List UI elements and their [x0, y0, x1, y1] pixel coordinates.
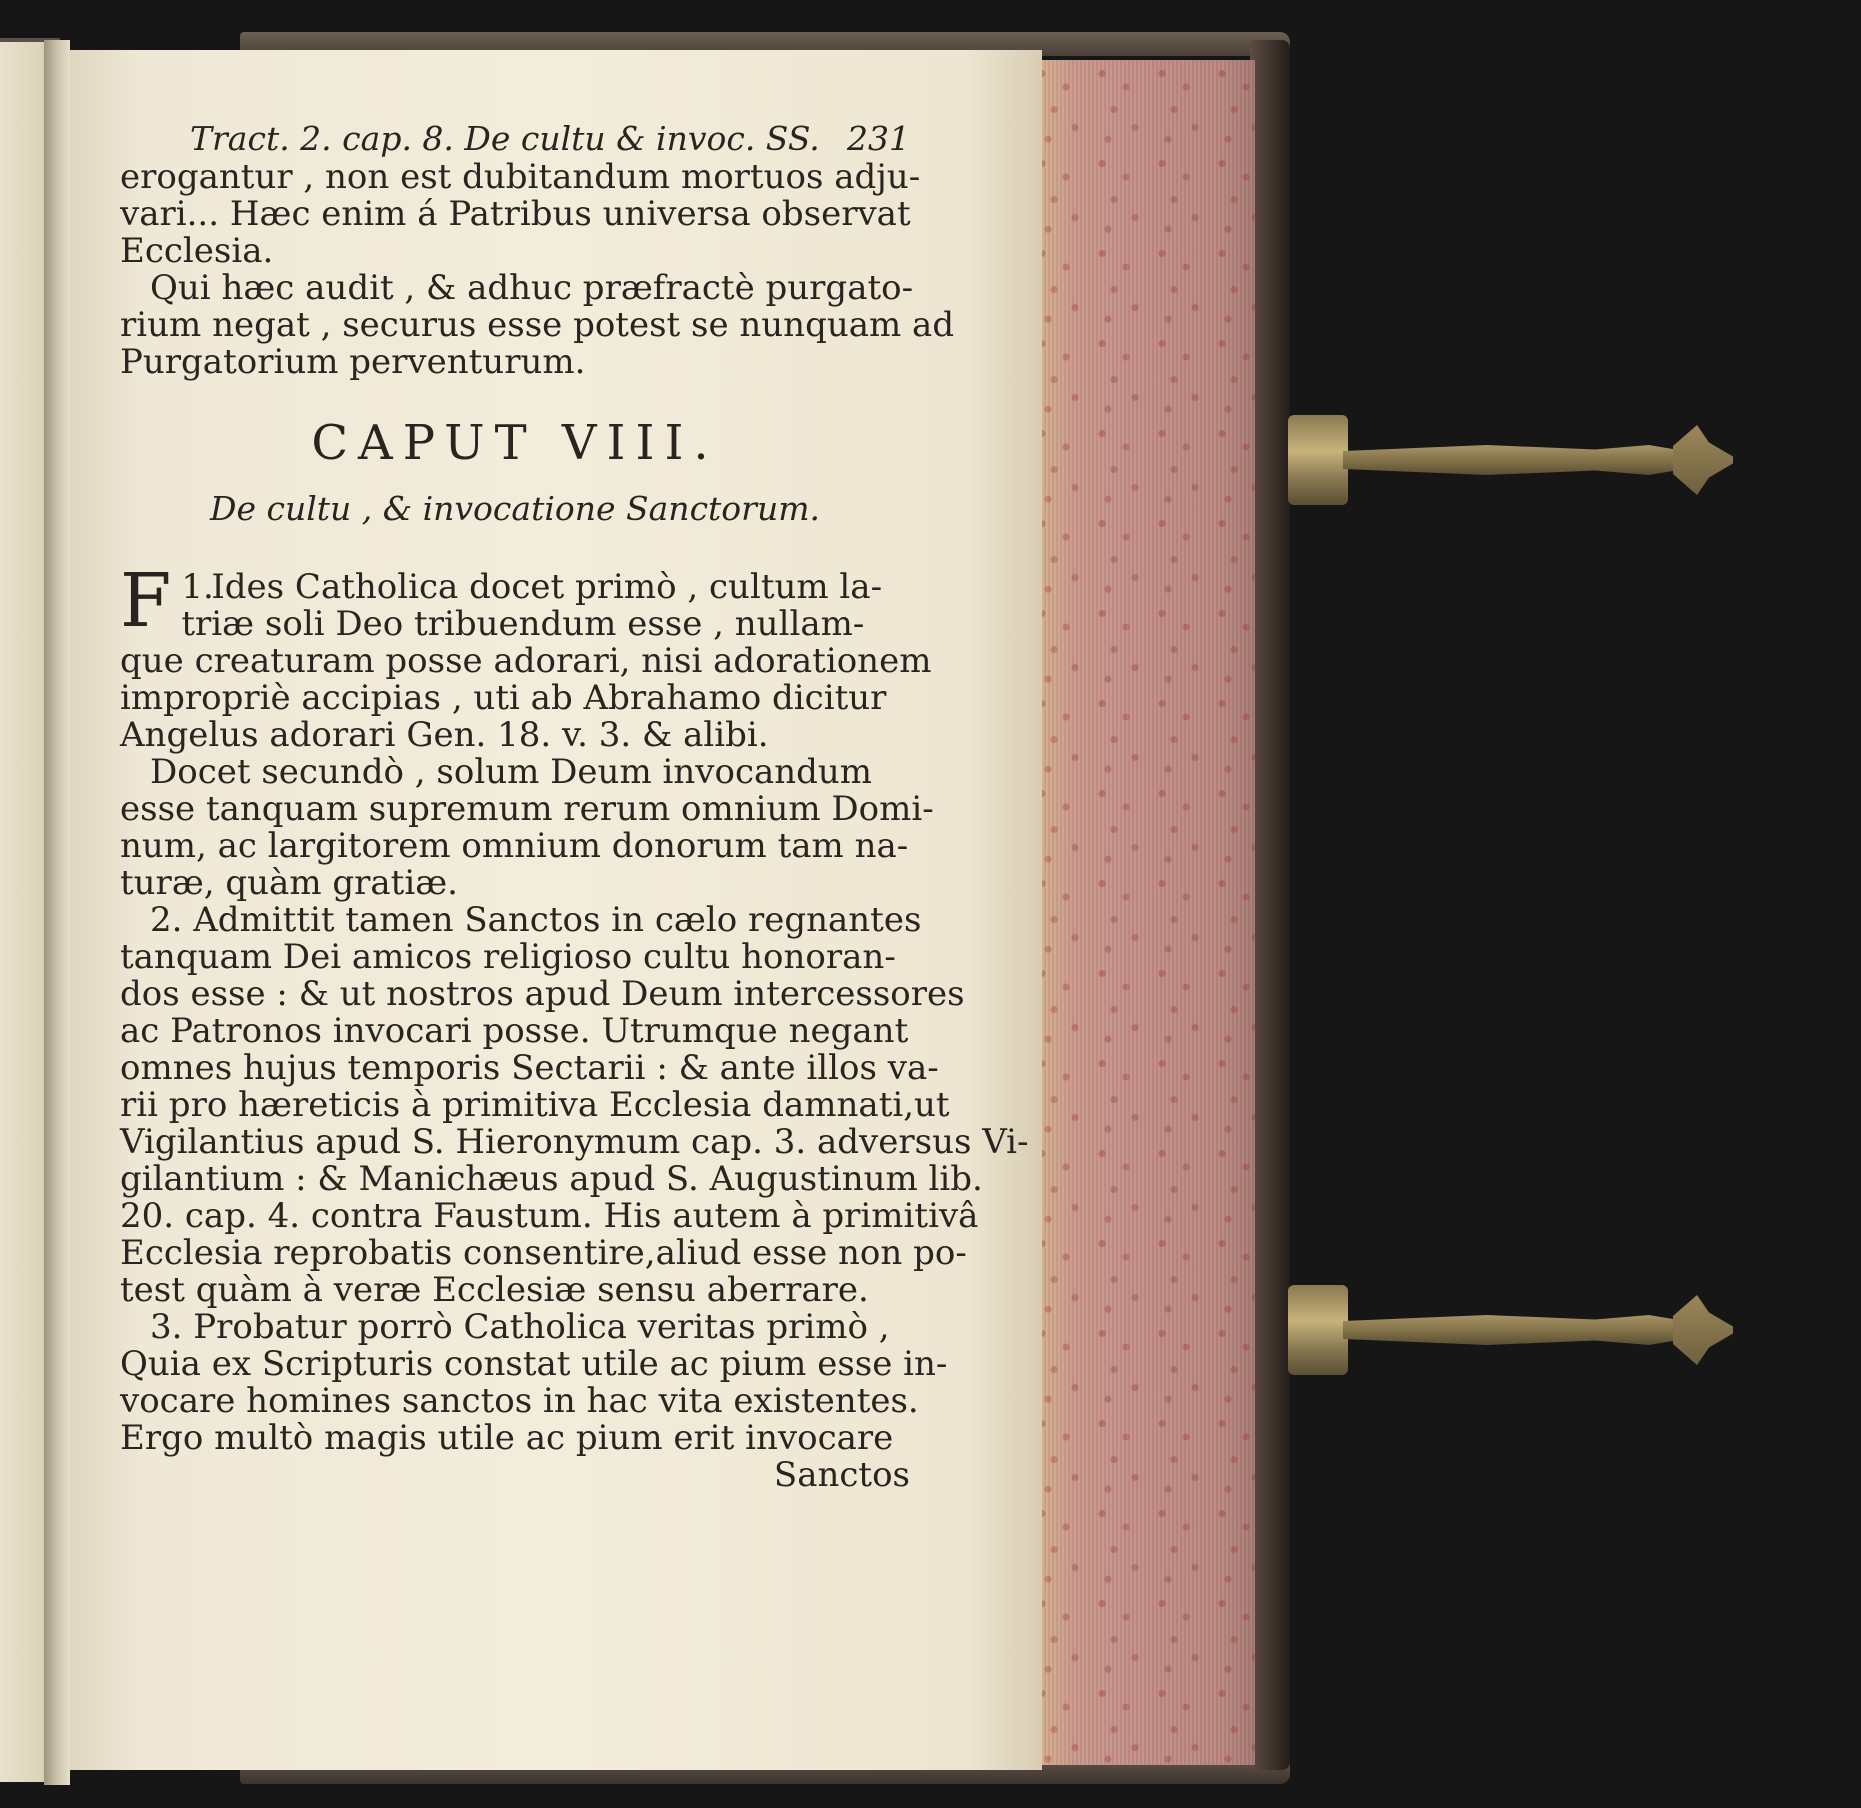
- section-3: [120, 1307, 948, 1458]
- running-head-title: Tract. 2. cap. 8. De cultu & invoc. SS.: [190, 119, 820, 158]
- paragraph-qui: [120, 268, 955, 382]
- text-line: 3. Probatur porrò Catholica veritas primò ,: [150, 1307, 890, 1347]
- upper-clasp-icon: [1288, 415, 1748, 505]
- text-line: Qui hæc audit , & adhuc præfractè purgato-: [150, 268, 914, 308]
- page-number: 231: [847, 119, 910, 158]
- text-line: rii pro hæreticis à primitiva Ecclesia damnati,ut: [120, 1085, 950, 1125]
- dropcap-line-text: Ides Catholica docet primò , cultum la-: [211, 567, 883, 607]
- text-line: Ecclesia reprobatis consentire,aliud esse non po-: [120, 1233, 967, 1273]
- text-line: esse tanquam supremum rerum omnium Domi-: [120, 789, 934, 829]
- book-gutter: [44, 40, 70, 1785]
- text-line: rium negat , securus esse potest se nunquam ad: [120, 305, 955, 345]
- paragraph-before: [120, 157, 921, 271]
- text-line: erogantur , non est dubitandum mortuos adju-: [120, 157, 921, 197]
- text-line: Angelus adorari Gen. 18. v. 3. & alibi.: [120, 715, 769, 755]
- text-line: vocare homines sanctos in hac vita existentes.: [120, 1381, 919, 1421]
- text-line: turæ, quàm gratiæ.: [120, 863, 458, 903]
- sprinkled-edge: [1030, 60, 1255, 1765]
- text-line: dos esse : & ut nostros apud Deum intercessores: [120, 974, 965, 1014]
- text-line: vari... Hæc enim á Patribus universa observat: [120, 194, 911, 234]
- text-line: ac Patronos invocari posse. Utrumque negant: [120, 1011, 909, 1051]
- text-line: Purgatorium perventurum.: [120, 342, 586, 382]
- chapter-subtitle: De cultu , & invocatione Sanctorum.: [209, 489, 820, 528]
- text-line: test quàm à veræ Ecclesiæ sensu aberrare.: [120, 1270, 869, 1310]
- lower-clasp-icon: [1288, 1285, 1748, 1375]
- text-line: Ecclesia.: [120, 231, 274, 271]
- back-cover: [1250, 40, 1290, 1770]
- text-line: triæ soli Deo tribuendum esse , nullam-: [181, 604, 865, 644]
- text-line: gilantium : & Manichæus apud S. Augustinum lib.: [120, 1159, 983, 1199]
- text-line: num, ac largitorem omnium donorum tam na-: [120, 826, 909, 866]
- text-line: tanquam Dei amicos religioso cultu honoran-: [120, 937, 896, 977]
- text-line: Vigilantius apud S. Hieronymum cap. 3. adversus Vi-: [120, 1122, 1029, 1162]
- text-line: impropriè accipias , uti ab Abrahamo dicitur: [120, 678, 887, 718]
- page-fore-edge: [1030, 60, 1255, 1765]
- text-line: Docet secundò , solum Deum invocandum: [150, 752, 873, 792]
- running-head: [190, 120, 910, 157]
- catchword: Sanctos: [773, 1455, 910, 1495]
- text-line: 2. Admittit tamen Sanctos in cælo regnantes: [150, 900, 922, 940]
- section-2: [120, 900, 1029, 1310]
- section-1: [120, 558, 932, 755]
- text-line: 20. cap. 4. contra Faustum. His autem à primitivâ: [120, 1196, 979, 1236]
- section-number: 1.: [181, 567, 214, 607]
- page-text: [120, 119, 1029, 1495]
- text-line: Quia ex Scripturis constat utile ac pium esse in-: [120, 1344, 948, 1384]
- text-line: omnes hujus temporis Sectarii : & ante illos va-: [120, 1048, 939, 1088]
- paragraph-docet: [120, 752, 934, 903]
- text-line: Ergo multò magis utile ac pium erit invocare: [120, 1418, 894, 1458]
- drop-cap: F: [120, 558, 172, 644]
- chapter-title: CAPUT VIII.: [311, 415, 719, 471]
- text-line: que creaturam posse adorari, nisi adorationem: [120, 641, 932, 681]
